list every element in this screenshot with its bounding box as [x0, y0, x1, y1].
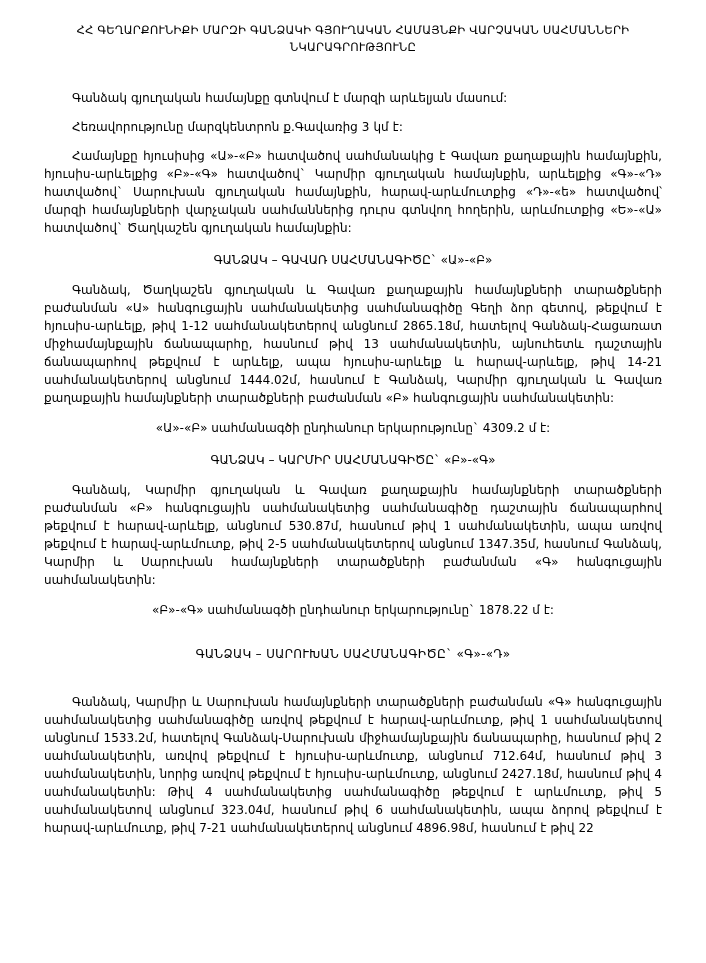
section-body-bg: Գանձակ, Կարմիր գյուղական և Գավառ քաղաքային համայնքների տարածքների բաժանման «Բ» հանգուցային սահմանակետից սահմանագիծը դաշտային ճանապարհով թեքվում է հարավ-արևելք, անցնում 530.87մ, հասնում թիվ 1 սահմանակետին, ապա առվով թեքվում է հարավ-արևմուտք, թիվ 2-5 սահմանակետերով անցնում 1347.35մ, հասնում Գանձակ, Կարմիր և Սարուխան համայնքների տարածքների բաժանման «Գ» հանգուցային սահմանակետին:: [44, 483, 662, 588]
page-title: [50, 22, 656, 55]
section-heading-ab: ԳԱՆՁԱԿ – ԳԱՎԱՌ ՍԱՀՄԱՆԱԳԻԾԸ` «Ա»-«Բ»: [213, 253, 493, 268]
section-heading-gd: ԳԱՆՁԱԿ – ՍԱՐՈՒԽԱՆ ՍԱՀՄԱՆԱԳԻԾԸ` «Գ»-«Դ»: [195, 647, 511, 662]
section-body-ab: Գանձակ, Ծաղկաշեն գյուղական և Գավառ քաղաքային համայնքների տարածքների բաժանման «Ա» հանգուցային սահմանակետից սահմանագիծը Գեղի ձոր գետով, թեքվում է հյուսիս-արևելք, թիվ 1-12 սահմանակետերով անցնում 2865.18մ, հատելով Գանձակ-Հացառատ միջհամայնքային ճանապարհը, հասնում թիվ 13 սահմանակետին, այնուհետև դաշտային ճանապարհով թեքվում է արևելք, ապա հյուսիս-արևելք և հարավ-արևելք, թիվ 14-21 սահմանակետերով անցնում 1444.02մ, հասնում է Գանձակ, Կարմիր գյուղական և Գավառ քաղաքային համայնքների տարածքների բաժանման «Բ» հանգուցային սահմանակետին:: [44, 283, 662, 406]
intro-paragraph-1: Գանձակ գյուղական համայնքը գտնվում է մարզի արևելյան մասում:: [72, 91, 508, 106]
document-body: [44, 89, 662, 837]
section-body-gd: Գանձակ, Կարմիր և Սարուխան համայնքների տարածքների բաժանման «Գ» հանգուցային սահմանակետից սահմանագիծը առվով թեքվում է հարավ-արևմուտք, թիվ 1 սահմանակետով անցնում 1533.2մ, հատելով Գանձակ-Սարուխան միջհամայնքային ճանապարհը, հասնում թիվ 2 սահմանակետին, առվով թեքվում է հյուսիս-արևմուտք, անցնում 712.64մ, հասնում թիվ 3 սահմանակետին, նորից առվով թեքվում է հյուսիս-արևմուտք, անցնում 2427.18մ, հասնում թիվ 4 սահմանակետին: Թիվ 4 սահմանակետից սահմանագիծը թեքվում է արևմուտք, թիվ 5 սահմանակետով անցնում 323.04մ, հասնում թիվ 6 սահմանակետին, ապա ձորով թեքվում է հարավ-արևմուտք, թիվ 7-21 սահմանակետերով անցնում 4896.98մ, հասնում է թիվ 22: [44, 695, 662, 836]
section-result-ab: «Ա»-«Բ» սահմանագծի ընդհանուր երկարությունը` 4309.2 մ է:: [155, 421, 551, 436]
intro-paragraph-3: Համայնքը հյուսիսից «Ա»-«Բ» հատվածով սահմանակից է Գավառ քաղաքային համայնքին, հյուսիս-արևելքից «Բ»-«Գ» հատվածով` Կարմիր գյուղական համայնքին, արևելքից «Գ»-«Դ» հատվածով` Սարուխան գյուղական համայնքին, հարավ-արևմուտքից «Դ»-«ե» հատվածով՝ մարզի համայնքների վարչական սահմաններից դուրս գտնվող հողերին, արևմուտքից «Ե»-«Ա» հատվածով` Ծաղկաշեն գյուղական համայնքին:: [44, 149, 662, 236]
section-heading-bg: ԳԱՆՁԱԿ – ԿԱՐՄԻՐ ՍԱՀՄԱՆԱԳԻԾԸ` «Բ»-«Գ»: [210, 453, 496, 468]
page-title-line-1: ՀՀ ԳԵՂԱՐՔՈՒՆԻՔԻ ՄԱՐԶԻ ԳԱՆՁԱԿԻ ԳՅՈՒՂԱԿԱՆ ՀԱՄԱՅՆՔԻ ՎԱՐՉԱԿԱՆ ՍԱՀՄԱՆՆԵՐԻ: [76, 23, 630, 37]
section-result-bg: «Բ»-«Գ» սահմանագծի ընդհանուր երկարությունը` 1878.22 մ է:: [152, 603, 554, 618]
intro-paragraph-2: Հեռավորությունը մարզկենտրոն ք.Գավառից 3 կմ է:: [72, 120, 403, 135]
page-title-line-2: ՆԿԱՐԱԳՐՈՒԹՅՈՒՆԸ: [289, 39, 417, 54]
